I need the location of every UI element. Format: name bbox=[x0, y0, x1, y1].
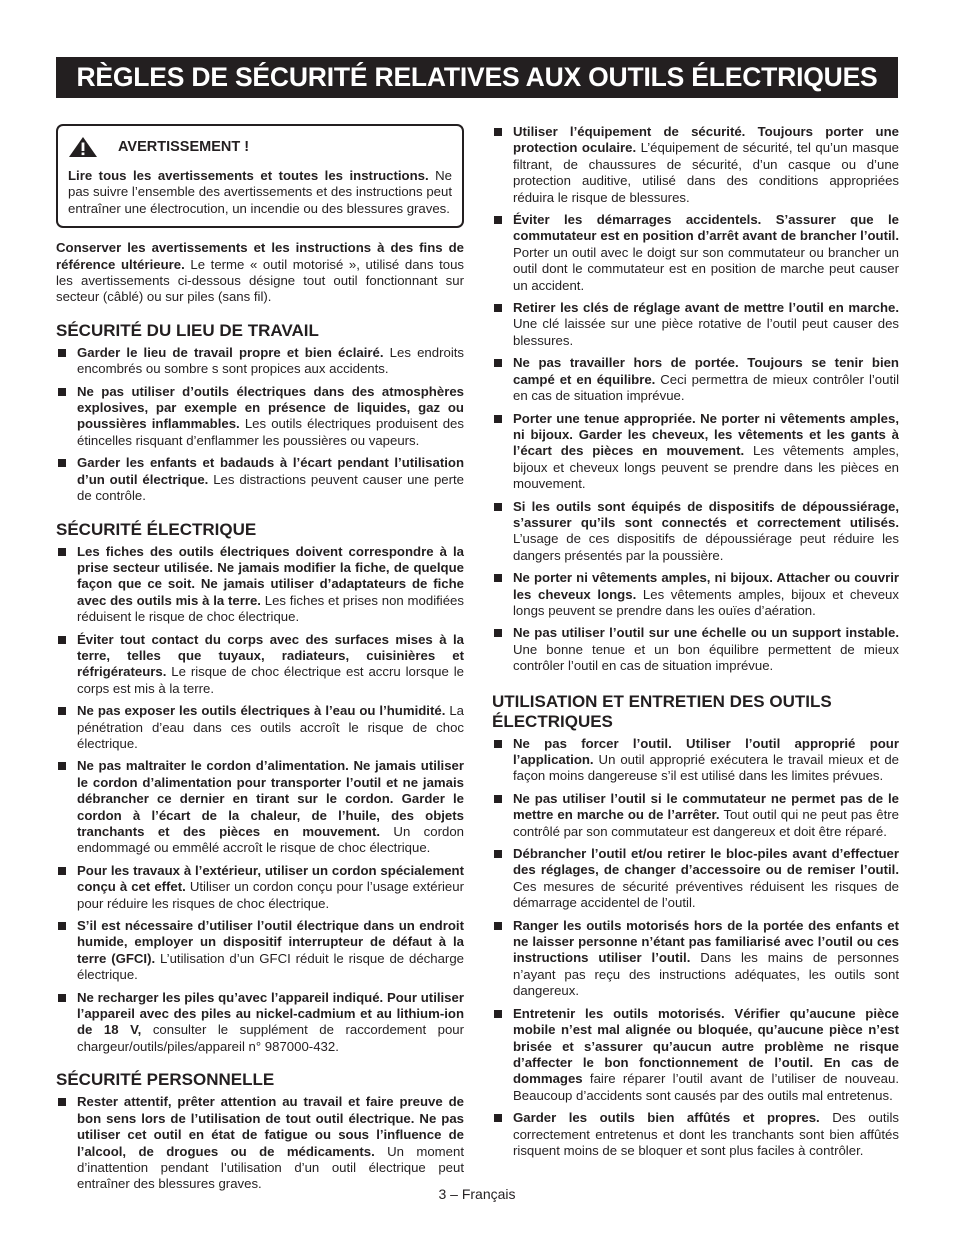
tool-use-list bbox=[492, 736, 899, 1160]
square-bullet-icon bbox=[494, 629, 502, 637]
personal-safety-list-continued bbox=[492, 124, 899, 675]
square-bullet-icon bbox=[58, 548, 66, 556]
square-bullet-icon bbox=[494, 216, 502, 224]
list-item: Ne pas maltraiter le cordon d’alimentation. Ne jamais utiliser le cordon d’alimentation pour transporter l’outil et ne jamais débrancher ce dernier en tirant sur le cordon. Garder le cordon à l’écart de la chaleur, de l’huile, des objets tranchants et des pièces en mouvement. Un cordon endommagé ou emmêlé accroît le risque de choc électrique. bbox=[56, 758, 464, 856]
square-bullet-icon bbox=[58, 1098, 66, 1106]
list-item: Utiliser l’équipement de sécurité. Toujours porter une protection oculaire. L’équipement de sécurité, tel qu’un masque filtrant, de chaussures de sécurité, d’un casque ou d’une protection auditive, utilisé dans des conditions appropriées réduira le risque de blessures. bbox=[492, 124, 899, 206]
square-bullet-icon bbox=[494, 415, 502, 423]
warning-header bbox=[68, 136, 452, 158]
list-item: Ne pas utiliser d’outils électriques dans des atmosphères explosives, par exemple en présence de liquides, gaz ou poussières inflammables. Les outils électriques produisent des étincelles risquant d’enflammer les poussières ou vapeurs. bbox=[56, 384, 464, 450]
square-bullet-icon bbox=[58, 867, 66, 875]
warning-box bbox=[56, 124, 464, 228]
list-item: Ne porter ni vêtements amples, ni bijoux. Attacher ou couvrir les cheveux longs. Les vêtements amples, bijoux et cheveux longs peuvent se prendre dans les ouïes d’aération. bbox=[492, 570, 899, 619]
list-item: Ne recharger les piles qu’avec l’appareil indiqué. Pour utiliser l’appareil avec des piles au nickel-cadmium et au lithium-ion de 18 V, consulter le supplément de raccordement pour chargeur/outils/piles/appareil n° 987000-432. bbox=[56, 990, 464, 1056]
square-bullet-icon bbox=[494, 795, 502, 803]
square-bullet-icon bbox=[494, 128, 502, 136]
list-item: Retirer les clés de réglage avant de mettre l’outil en marche. Une clé laissée sur une pièce rotative de l’outil peut causer des blessures. bbox=[492, 300, 899, 349]
list-item: Garder les outils bien affûtés et propres. Des outils correctement entretenus et dont les tranchants sont bien affûtés risquent moins de se bloquer et sont plus faciles à contrôler. bbox=[492, 1110, 899, 1159]
section-heading: SÉCURITÉ ÉLECTRIQUE bbox=[56, 519, 257, 539]
list-item: Pour les travaux à l’extérieur, utiliser un cordon spécialement conçu à cet effet. Utiliser un cordon conçu pour l’usage extérieur pour réduire les risques de choc électrique. bbox=[56, 863, 464, 912]
list-item: Porter une tenue appropriée. Ne porter ni vêtements amples, ni bijoux. Garder les cheveux, les vêtements et les gants à l’écart des pièces en mouvement. Les vêtements amples, bijoux et cheveux longs peuvent se prendre dans les pièces en mouvement. bbox=[492, 411, 899, 493]
page-title: RÈGLES DE SÉCURITÉ RELATIVES AUX OUTILS ÉLECTRIQUES bbox=[56, 57, 898, 98]
page-footer: 3 – Français bbox=[438, 1186, 516, 1202]
list-item: Ne pas exposer les outils électriques à l’eau ou l’humidité. La pénétration d’eau dans ces outils accroît le risque de choc électrique. bbox=[56, 703, 464, 752]
list-item: Ne pas utiliser l’outil sur une échelle ou un support instable. Une bonne tenue et un bon équilibre permettent de mieux contrôler l’outil en cas de situation imprévue. bbox=[492, 625, 899, 674]
warning-text: Lire tous les avertissements et toutes les instructions. Ne pas suivre l’ensemble des avertissements et des instructions peut entraîner une électrocution, un incendie ou des blessures graves. bbox=[68, 168, 452, 216]
square-bullet-icon bbox=[494, 850, 502, 858]
square-bullet-icon bbox=[58, 994, 66, 1002]
square-bullet-icon bbox=[494, 922, 502, 930]
list-item: S’il est nécessaire d’utiliser l’outil électrique dans un endroit humide, employer un dispositif interrupteur de défaut à la terre (GFCI). L’utilisation d’un GFCI réduit le risque de décharge électrique. bbox=[56, 918, 464, 984]
list-item: Ranger les outils motorisés hors de la portée des enfants et ne laisser personne n’étant pas familiarisé avec l’outil ou ces instructions utiliser l’outil. Dans les mains de personnes n’ayant pas reçu des instructions adéquates, les outils sont dangereux. bbox=[492, 918, 899, 1000]
intro-paragraph: Conserver les avertissements et les instructions à des fins de référence ultérieure. Le terme « outil motorisé », utilisé dans tous les avertissements ci-dessous désigne tout outil fonctionnant sur secteur (câblé) ou sur piles (sans fil). bbox=[56, 240, 464, 305]
list-item: Garder le lieu de travail propre et bien éclairé. Les endroits encombrés ou sombre s sont propices aux accidents. bbox=[56, 345, 464, 378]
square-bullet-icon bbox=[58, 707, 66, 715]
section-heading: SÉCURITÉ DU LIEU DE TRAVAIL bbox=[56, 320, 319, 340]
section-heading: SÉCURITÉ PERSONNELLE bbox=[56, 1070, 275, 1090]
list-item: Ne pas travailler hors de portée. Toujours se tenir bien campé et en équilibre. Ceci permettra de mieux contrôler l’outil en cas de situation imprévue. bbox=[492, 355, 899, 404]
section-list bbox=[56, 544, 464, 1056]
left-column bbox=[56, 124, 464, 1199]
warning-title: AVERTISSEMENT ! bbox=[118, 138, 250, 155]
list-item: Rester attentif, prêter attention au travail et faire preuve de bon sens lors de l’utilisation de tout outil électrique. Ne pas utiliser cet outil en état de fatigue ou sous l’influence de l’alcool, de drogues ou de médicaments. Un moment d’inattention pendant l’utilisation d’un outil électrique peut entraîner des blessures graves. bbox=[56, 1094, 464, 1192]
square-bullet-icon bbox=[58, 349, 66, 357]
right-column bbox=[492, 124, 899, 1165]
square-bullet-icon bbox=[494, 1010, 502, 1018]
section-list bbox=[56, 345, 464, 505]
list-item: Ne pas utiliser l’outil si le commutateur ne permet pas de le mettre en marche ou de l’arrêter. Tout outil qui ne peut pas être contrôlé par son commutateur est dangereux et doit être réparé. bbox=[492, 791, 899, 840]
square-bullet-icon bbox=[494, 359, 502, 367]
list-item: Ne pas forcer l’outil. Utiliser l’outil approprié pour l’application. Un outil approprié exécutera le travail mieux et de façon moins dangereuse s’il est utilisé dans les limites prévues. bbox=[492, 736, 899, 785]
left-sections bbox=[56, 321, 464, 1193]
list-item: Garder les enfants et badauds à l’écart pendant l’utilisation d’un outil électrique. Les distractions peuvent causer une perte de contrôle. bbox=[56, 455, 464, 504]
square-bullet-icon bbox=[58, 459, 66, 467]
square-bullet-icon bbox=[494, 304, 502, 312]
warning-triangle-icon bbox=[68, 136, 98, 158]
square-bullet-icon bbox=[58, 636, 66, 644]
square-bullet-icon bbox=[494, 1114, 502, 1122]
square-bullet-icon bbox=[58, 388, 66, 396]
square-bullet-icon bbox=[58, 922, 66, 930]
list-item: Éviter les démarrages accidentels. S’assurer que le commutateur est en position d’arrêt avant de brancher l’outil. Porter un outil avec le doigt sur son commutateur ou brancher un outil dont le commutateur est en position de marche peut causer un accident. bbox=[492, 212, 899, 294]
list-item: Entretenir les outils motorisés. Vérifier qu’aucune pièce mobile n’est mal alignée ou bloquée, qu’aucune pièce n’est brisée et s’assurer qu’aucun autre problème ne risque d’affecter le bon fonctionnement de l’outil. En cas de dommages faire réparer l’outil avant de l’utiliser de nouveau. Beaucoup d’accidents sont causés par des outils mal entretenus. bbox=[492, 1006, 899, 1104]
list-item: Éviter tout contact du corps avec des surfaces mises à la terre, telles que tuyaux, radiateurs, cuisinières et réfrigérateurs. Le risque de choc électrique est accru lorsque le corps est mis à la terre. bbox=[56, 632, 464, 698]
section-list bbox=[56, 1094, 464, 1192]
list-item: Débrancher l’outil et/ou retirer le bloc-piles avant d’effectuer des réglages, de changer d’accessoire ou de remiser l’outil. Ces mesures de sécurité préventives réduisent les risques de démarrage accidentel de l’outil. bbox=[492, 846, 899, 912]
square-bullet-icon bbox=[494, 574, 502, 582]
square-bullet-icon bbox=[494, 740, 502, 748]
square-bullet-icon bbox=[494, 503, 502, 511]
list-item: Si les outils sont équipés de dispositifs de dépoussiérage, s’assurer qu’ils sont connectés et correctement utilisés. L’usage de ces dispositifs de dépoussiérage peut réduire les dangers présentés par la poussière. bbox=[492, 499, 899, 565]
square-bullet-icon bbox=[58, 762, 66, 770]
list-item: Les fiches des outils électriques doivent correspondre à la prise secteur utilisée. Ne jamais modifier la fiche, de quelque façon que ce soit. Ne jamais utiliser d’adaptateurs de fiche avec des outils mis à la terre. Les fiches et prises non modifiées réduisent le risque de choc électrique. bbox=[56, 544, 464, 626]
section-heading: UTILISATION ET ENTRETIEN DES OUTILS ÉLECTRIQUES bbox=[492, 691, 832, 731]
